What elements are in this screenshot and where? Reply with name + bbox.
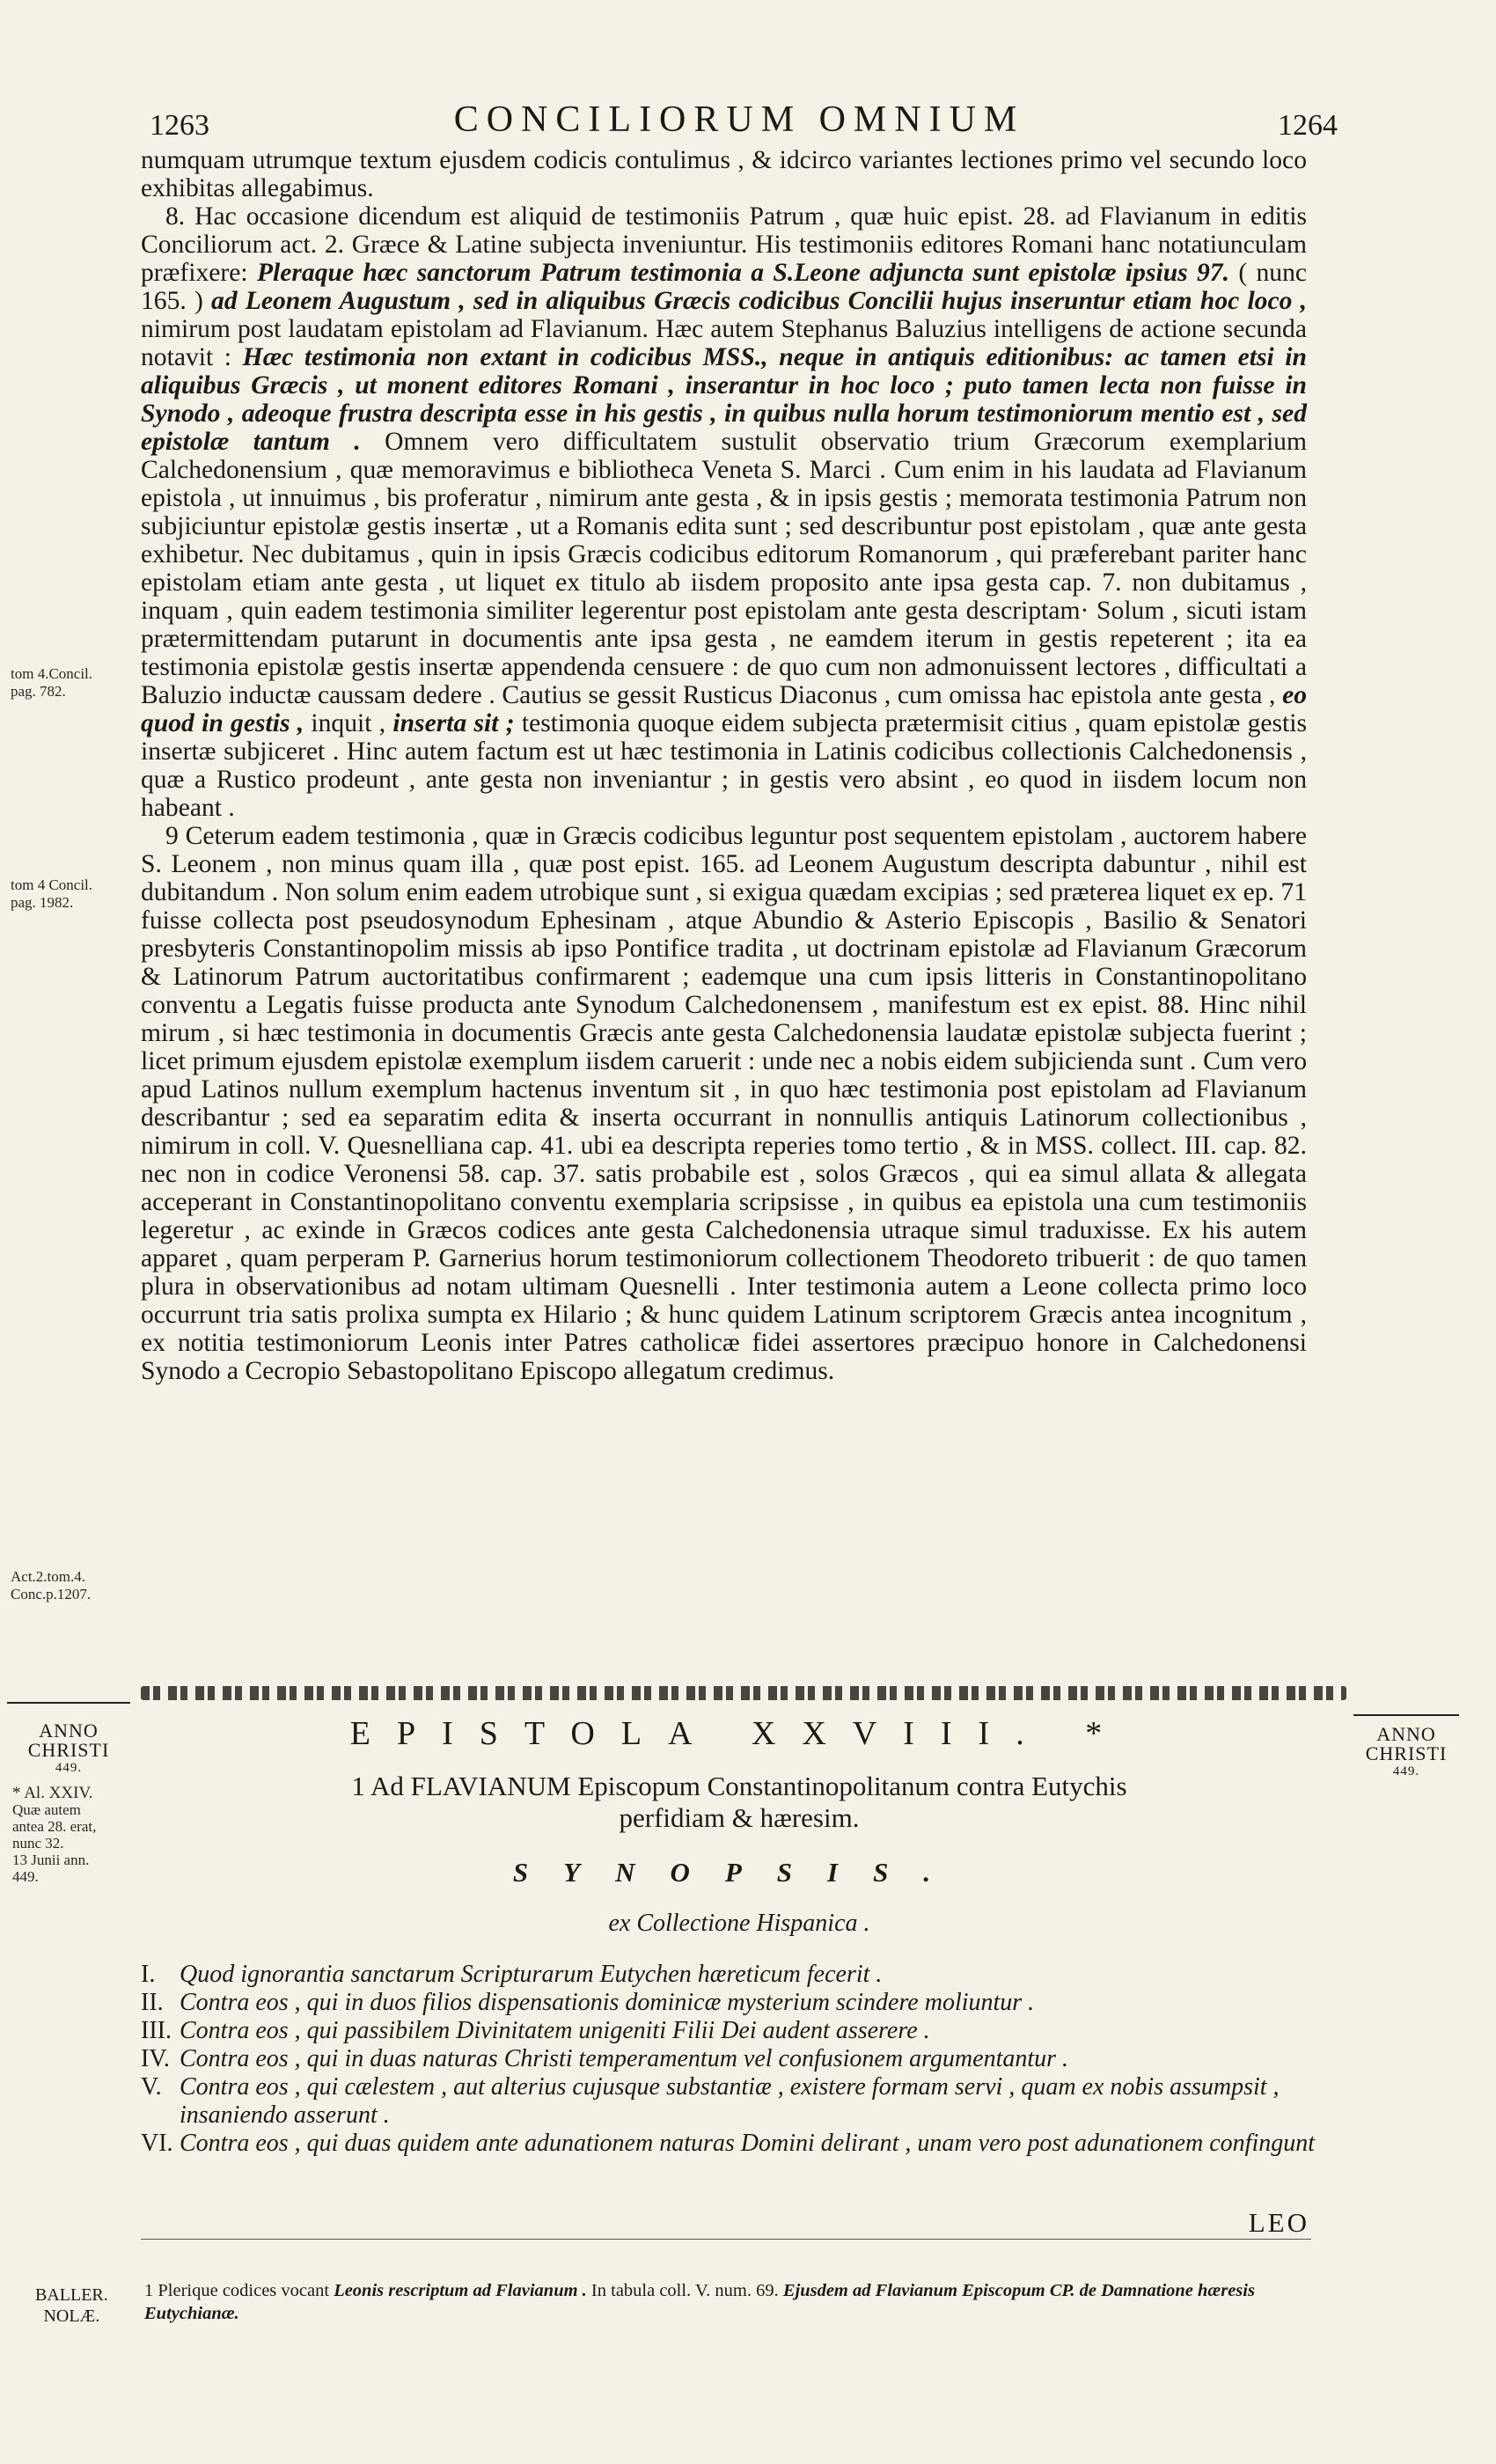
epistola-subtitle: 1 Ad FLAVIANUM Episcopum Constantinopolitanum contra Eutychis perfidiam & hæresim.: [351, 1771, 1127, 1833]
left-rule: [7, 1702, 130, 1704]
main-text: [141, 146, 1307, 1385]
right-rule: [1353, 1714, 1459, 1716]
alt-numbering-note: * Al. XXIV. Quæ autem antea 28. erat, nunc 32. 13 Junii ann. 449.: [12, 1784, 97, 1885]
paragraph-9: 9 Ceterum eadem testimonia , quæ in Græcis codicibus leguntur post sequentem epistolam , auctorem habere S. Leonem , non minus quam illa , quæ post epist. 165. ad Leonem Augustum descripta dabuntur , nihil est dubitandum . Non solum enim eadem utrobique sunt , si exigua quædam excipias ; sed præterea liquet ex ep. 71 fuisse collecta post pseudosynodum Ephesinam , atque Abundio & Asterio Episcopis , Basilio & Senatori presbyteris Constantinopolim missis ab ipso Pontifice tradita , ut doctrinam epistolæ ad Flavianum Græcorum & Latinorum Patrum auctoritatibus confirmarent ; eademque una cum ipsis litteris in Constantinopolitano conventu a Legatis fuisse producta ante Synodum Calchedonensem , manifestum est ex epist. 88. Hinc nihil mirum , si hæc testimonia in documentis Græcis ante gesta Calchedonensia laudatæ epistolæ subjecta fuerint ; licet primum ejusdem epistolæ exemplum iisdem caruerit : unde nec a nobis eidem subjicienda sunt . Cum vero apud Latinos nullum exemplum hactenus inventum sit , in quo hæc testimonia post epistolam ad Flavianum describantur ; sed ea separatim edita & inserta occurrant in nonnullis antiquis Latinorum collectionibus , nimirum in coll. V. Quesnelliana cap. 41. ubi ea descripta reperies tomo tertio , & in MSS. collect. III. cap. 82. nec non in codice Veronensi 58. cap. 37. satis probabile est , solos Græcos , qui ea simul allata & allegata acceperant in Constantinopolitano conventu exemplaria scripsisse , in quibus ea epistola una cum testimoniis legeretur , ac exinde in Græcos codices ante gesta Calchedonensia utraque simul traduxisse. Ex his autem apparet , quam perperam P. Garnerius horum testimoniorum collectionem Theodoreto tribuerit : de quo tamen plura in observationibus ad notam ultimam Quesnelli . Inter testimonia autem a Leone collecta primo loco occurrunt tria satis prolixa sumpta ex Hilario ; & hunc quidem Latinum scriptorem Græcis antea incognitum , ex notitia testimoniorum Leonis inter Patres catholicæ fidei assertores præcipuo honore in Calchedonensi Synodo a Cecropio Sebastopolitano Episcopo allegatum credimus.: [141, 822, 1307, 1385]
list-item: VI. Contra eos , qui duas quidem ante adunationem naturas Domini delirant , unam vero post adunationem confingunt: [141, 2130, 1316, 2157]
anno-christi-right: ANNO CHRISTI 449.: [1365, 1723, 1448, 1778]
paragraph-8: 8. Hac occasione dicendum est aliquid de testimoniis Patrum , quæ huic epist. 28. ad Flavianum in editis Conciliorum act. 2. Græce & Latine subjecta inveniuntur. His testimoniis editores Romani hanc notatiunculam præfixere: Pleraque hæc sanctorum Patrum testimonia a S.Leone adjuncta sunt epistolæ ipsius 97. ( nunc 165. ) ad Leonem Augustum , sed in aliquibus Græcis codicibus Concilii hujus inseruntur etiam hoc loco , nimirum post laudatam epistolam ad Flavianum. Hæc autem Stephanus Baluzius intelligens de actione secunda notavit : Hæc testimonia non extant in codicibus MSS., neque in antiquis editionibus: ac tamen etsi in aliquibus Græcis , ut monent editores Romani , inserantur in hoc loco ; puto tamen lecta non fuisse in Synodo , adeoque frustra descripta esse in his gestis , in quibus nulla horum testimoniorum mentio est , sed epistolæ tantum . Omnem vero difficultatem sustulit observatio trium Græcorum exemplarium Calchedonensium , quæ memoravimus e bibliotheca Veneta S. Marci . Cum enim in his laudata ad Flavianum epistola , ut innuimus , bis proferatur , nimirum ante gesta , & in ipsis gestis ; memorata testimonia Patrum non subjiciuntur epistolæ gestis insertæ , ut a Romanis edita sunt ; sed describuntur post epistolam , quæ ante gesta exhibetur. Nec dubitamus , quin in ipsis Græcis codicibus editorum Romanorum , qui præferebant pariter hanc epistolam etiam ante gesta , ut liquet ex titulo ab iisdem proposito ante ipsa gesta cap. 7. non dubitamus , inquam , quin eadem testimonia similiter legerentur post epistolam ante gesta descriptam· Solum , sicuti istam prætermittendam putarunt in documentis ante ipsa gesta , ne eamdem iterum in gestis repeterent ; ita ea testimonia epistolæ gestis insertæ appendenda censuere : de quo cum non admonuissent lectores , difficultati a Baluzio inductæ caussam dedere . Cautius se gessit Rusticus Diaconus , cum omissa hac epistola ante gesta , eo quod in gestis , inquit , inserta sit ; testimonia quoque eidem subjecta prætermisit citius , quam epistolæ gestis insertæ subjiceret . Hinc autem factum est ut hæc testimonia in Latinis codicibus collectionis Calchedonensis , quæ a Rustico prodeunt , ante gesta non inveniantur ; in gestis vero absint , eo quod in iisdem locum non habeant .: [141, 202, 1308, 822]
list-item: V. Contra eos , qui cælestem , aut alterius cujusque substantiæ , existere formam servi , quam ex nobis assumpsit , insaniendo asserunt .: [141, 2073, 1280, 2129]
ornamental-divider: [141, 1686, 1346, 1700]
list-item: III. Contra eos , qui passibilem Divinitatem unigeniti Filii Dei audent asserere .: [141, 2017, 930, 2044]
synopsis-list: [141, 1961, 1338, 2158]
page-number-left: 1263: [150, 109, 209, 142]
list-item: I. Quod ignorantia sanctarum Scripturarum Eutychen hæreticum fecerit .: [141, 1961, 883, 1988]
margin-note-2: tom 4 Concil. pag. 1982.: [11, 876, 93, 911]
paragraph-continued: numquam utrumque textum ejusdem codicis contulimus , & idcirco variantes lectiones primo vel secundo loco exhibitas allegabimus.: [141, 146, 1307, 202]
epistola-title: EPISTOLA XXVIII. *: [349, 1715, 1129, 1752]
running-header: [141, 99, 1338, 148]
page-number-right: 1264: [1278, 109, 1338, 142]
margin-note-3: Act.2.tom.4. Conc.p.1207.: [11, 1568, 92, 1602]
margin-note-1: tom 4.Concil. pag. 782.: [11, 665, 93, 700]
list-item: II. Contra eos , qui in duos filios dispensationis dominicæ mysterium scindere moliuntur .: [141, 1989, 1035, 2016]
running-title: CONCILIORUM OMNIUM: [453, 99, 1025, 140]
catchword: LEO: [1248, 2207, 1309, 2238]
collection-source: ex Collectione Hispanica .: [608, 1910, 870, 1937]
footnote-rule: [141, 2239, 1311, 2240]
synopsis-heading: SYNOPSIS.: [512, 1857, 966, 1888]
ballerini-label: BALLER. NOLÆ.: [35, 2285, 108, 2326]
anno-christi-left: ANNO CHRISTI 449.: [27, 1720, 110, 1775]
list-item: IV. Contra eos , qui in duas naturas Christi temperamentum vel confusionem argumentantur .: [141, 2045, 1069, 2072]
footnote: 1 Plerique codices vocant Leonis rescriptum ad Flavianum . In tabula coll. V. num. 69. Ejusdem ad Flavianum Episcopum CP. de Damnatione hæresis Eutychianæ.: [144, 2281, 1255, 2323]
